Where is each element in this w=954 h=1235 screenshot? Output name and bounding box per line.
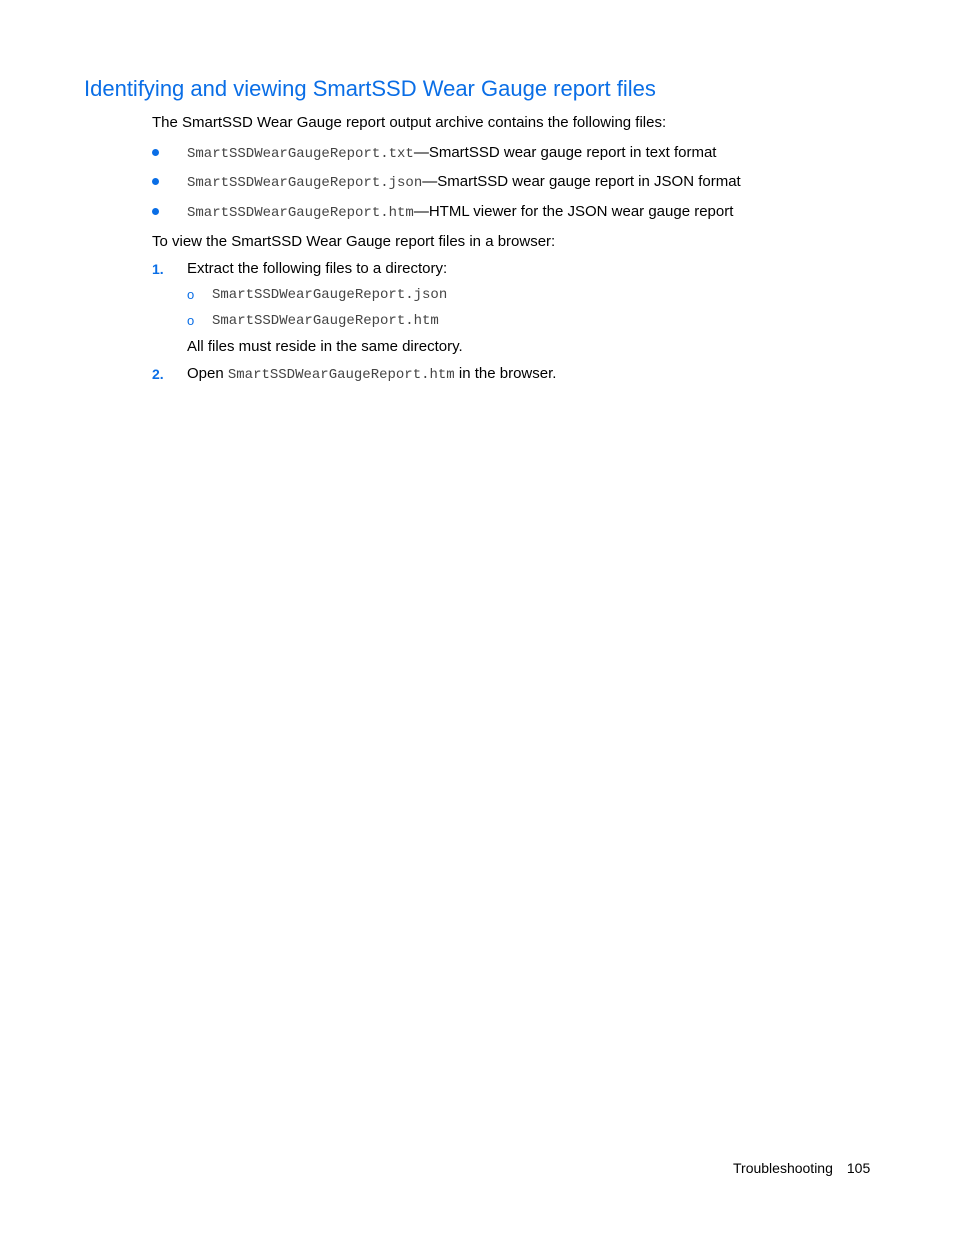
view-instructions-intro: To view the SmartSSD Wear Gauge report files in a browser: (152, 233, 556, 250)
file-description: —HTML viewer for the JSON wear gauge report (413, 203, 734, 220)
step-number: 1. (152, 261, 164, 277)
file-name-code: SmartSSDWearGaugeReport.json (212, 287, 448, 303)
bullet-icon (152, 178, 159, 185)
file-description: —SmartSSD wear gauge report in text format (413, 144, 717, 161)
intro-paragraph: The SmartSSD Wear Gauge report output archive contains the following files: (152, 114, 667, 131)
file-name-code: SmartSSDWearGaugeReport.htm (212, 313, 439, 329)
step-note: All files must reside in the same directory. (187, 338, 463, 355)
file-description: —SmartSSD wear gauge report in JSON format (422, 173, 741, 190)
bullet-icon (152, 208, 159, 215)
section-heading: Identifying and viewing SmartSSD Wear Gauge report files (84, 76, 656, 101)
file-name-code: SmartSSDWearGaugeReport.json (187, 175, 423, 191)
circle-bullet-icon: o (187, 313, 195, 328)
step-text-after: in the browser. (454, 365, 557, 382)
file-name-code: SmartSSDWearGaugeReport.htm (227, 367, 455, 383)
circle-bullet-icon: o (187, 287, 195, 302)
step-text-before: Open (187, 365, 228, 382)
footer-section-name: Troubleshooting (733, 1160, 833, 1176)
file-name-code: SmartSSDWearGaugeReport.htm (187, 205, 414, 221)
step-text: Extract the following files to a directory: (187, 260, 448, 277)
step-number: 2. (152, 366, 164, 382)
file-name-code: SmartSSDWearGaugeReport.txt (187, 146, 414, 162)
page-number: 105 (846, 1160, 871, 1176)
bullet-icon (152, 149, 159, 156)
page-footer (733, 1158, 870, 1178)
